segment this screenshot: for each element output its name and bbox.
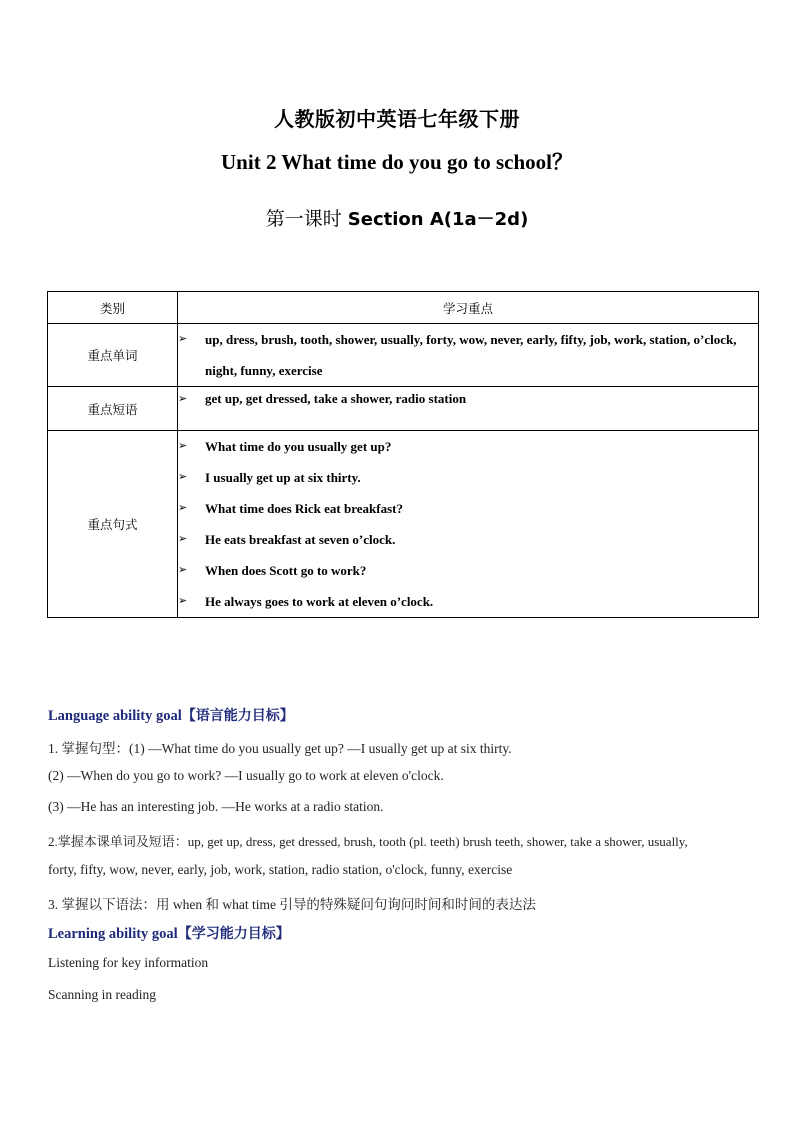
language-goal-line: 2.掌握本课单词及短语：up, get up, dress, get dressed, brush, tooth (pl. teeth) brush teeth, shower, take a shower, usually, (48, 834, 688, 849)
arrow-bullet-icon: ➢ (178, 471, 188, 483)
row-category: 重点单词 (48, 324, 178, 387)
list-item: ➢ get up, get dressed, take a shower, radio station (178, 387, 758, 411)
arrow-bullet-icon: ➢ (178, 333, 188, 345)
list-item: ➢ What time do you usually get up? (178, 431, 758, 462)
language-goal-line: 1. 掌握句型：(1) —What time do you usually get up? —I usually get up at six thirty. (48, 741, 512, 756)
table-row-sentences (48, 431, 759, 618)
language-goal-line: (3) —He has an interesting job. —He works at a radio station. (48, 799, 384, 814)
list-item: ➢ He eats breakfast at seven o’clock. (178, 524, 758, 555)
row-content (178, 387, 759, 431)
arrow-bullet-icon: ➢ (178, 533, 188, 545)
lesson-section: Section A(1a－2d) (347, 209, 529, 230)
list-item: ➢ He always goes to work at eleven o’clock. (178, 586, 758, 617)
lesson-cn: 第一课时 (265, 208, 342, 230)
table-header-row (48, 292, 759, 324)
list-item: ➢ up, dress, brush, tooth, shower, usually, forty, wow, never, early, fifty, job, work, station, o’clock, night, funny, exercise (178, 324, 758, 386)
row-category: 重点短语 (48, 387, 178, 431)
learning-goal-heading: Learning ability goal【学习能力目标】 (48, 926, 290, 942)
book-title: 人教版初中英语七年级下册 (274, 107, 520, 131)
arrow-bullet-icon: ➢ (178, 393, 188, 405)
language-goal-line: forty, fifty, wow, never, early, job, work, station, radio station, o'clock, funny, exercise (48, 862, 513, 877)
row-content (178, 431, 759, 618)
language-goal-heading: Language ability goal【语言能力目标】 (48, 708, 294, 724)
row-category: 重点句式 (48, 431, 178, 618)
learning-goal-line: Scanning in reading (48, 987, 156, 1002)
language-goal-line: 3. 掌握以下语法：用 when 和 what time 引导的特殊疑问句询问时间和时间的表达法 (48, 897, 536, 912)
list-item: ➢ I usually get up at six thirty. (178, 462, 758, 493)
arrow-bullet-icon: ➢ (178, 564, 188, 576)
arrow-bullet-icon: ➢ (178, 595, 188, 607)
language-goal-line: (2) —When do you go to work? —I usually go to work at eleven o'clock. (48, 768, 444, 783)
row-content (178, 324, 759, 387)
table-row-words (48, 324, 759, 387)
list-item: ➢ When does Scott go to work? (178, 555, 758, 586)
arrow-bullet-icon: ➢ (178, 502, 188, 514)
header-focus: 学习重点 (178, 292, 759, 324)
key-points-table (47, 291, 759, 618)
header-category: 类别 (48, 292, 178, 324)
unit-title: Unit 2 What time do you go to school？ (221, 150, 573, 174)
learning-goal-line: Listening for key information (48, 955, 209, 970)
lesson-title (0, 204, 794, 231)
arrow-bullet-icon: ➢ (178, 440, 188, 452)
list-item: ➢ What time does Rick eat breakfast? (178, 493, 758, 524)
table-row-phrases (48, 387, 759, 431)
